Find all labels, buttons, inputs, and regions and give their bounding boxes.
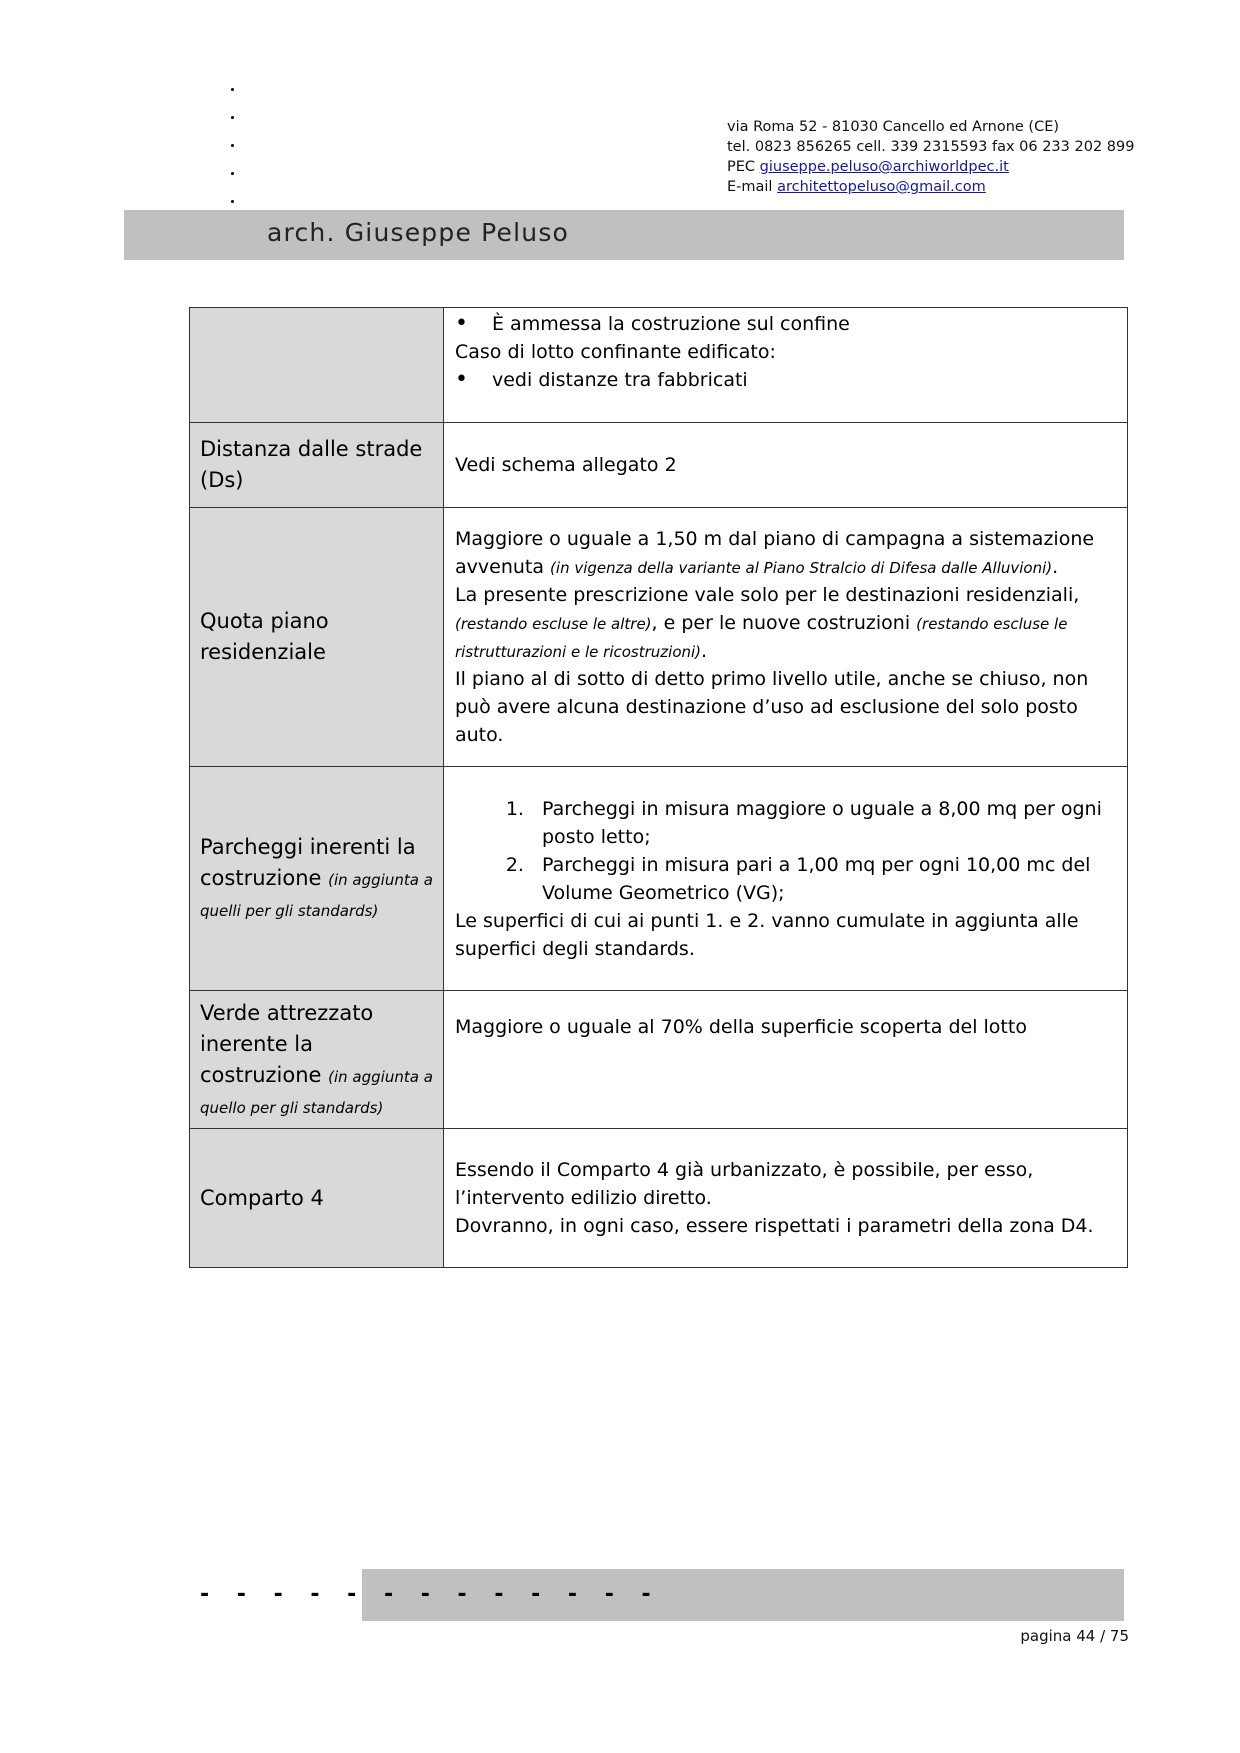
row-label: Comparto 4: [190, 1129, 444, 1268]
bullet-list: [455, 310, 1116, 338]
italic-note: (in vigenza della variante al Piano Stralcio di Difesa dalle Alluvioni): [550, 559, 1053, 577]
row-value: Maggiore o uguale al 70% della superficie scoperta del lotto: [444, 991, 1128, 1129]
email-label: E-mail: [727, 179, 773, 195]
row-label: [190, 767, 444, 991]
text-line: Caso di lotto confinante edificato:: [455, 341, 776, 363]
paragraph: Le superfici di cui ai punti 1. e 2. vanno cumulate in aggiunta alle superfici degli standards.: [455, 909, 1079, 960]
paragraph: [455, 525, 1116, 581]
row-value: Vedi schema allegato 2: [444, 423, 1128, 508]
label-note: (in aggiunta a quello per gli standards): [200, 1067, 433, 1117]
row-value: [444, 508, 1128, 767]
table-row: [190, 508, 1128, 767]
table-row: [190, 767, 1128, 991]
table-row: [190, 991, 1128, 1129]
text-run: .: [1052, 556, 1059, 578]
paragraph: [455, 581, 1116, 665]
row-label: Distanza dalle strade (Ds): [190, 423, 444, 508]
table-row: [190, 423, 1128, 508]
italic-note: (restando escluse le altre): [455, 615, 652, 633]
numbered-list: [455, 795, 1116, 907]
row-label: Quota piano residenziale: [190, 508, 444, 767]
row-value: [444, 767, 1128, 991]
text-run: Maggiore o uguale a 1,50 m dal piano di campagna a sistemazione avvenuta: [455, 528, 1095, 578]
paragraph: Essendo il Comparto 4 già urbanizzato, è possibile, per esso, l’intervento edilizio diretto.: [455, 1159, 1034, 1209]
regulation-table: [189, 307, 1128, 1268]
email-link[interactable]: architettopeluso@gmail.com: [777, 179, 986, 195]
page-number: pagina 44 / 75: [1020, 1627, 1129, 1645]
address: via Roma 52 - 81030 Cancello ed Arnone (CE): [727, 119, 1060, 135]
contact-block: [727, 117, 1134, 197]
text-run: La presente prescrizione vale solo per le destinazioni residenziali,: [455, 584, 1080, 606]
italic-note: (restando escluse le ristrutturazioni e le ricostruzioni): [455, 615, 1068, 661]
label-text: Parcheggi inerenti la costruzione: [200, 835, 416, 890]
architect-name: arch. Giuseppe Peluso: [267, 218, 570, 247]
paragraph: Dovranno, in ogni caso, essere rispettati i parametri della zona D4.: [455, 1215, 1094, 1237]
list-item: 1. Parcheggi in misura maggiore o uguale a 8,00 mq per ogni posto letto;: [530, 795, 1116, 851]
table-row: [190, 308, 1128, 423]
email-line: [727, 177, 1134, 197]
phone-line: tel. 0823 856265 cell. 339 2315593 fax 06 233 202 899: [727, 139, 1135, 155]
pec-line: [727, 157, 1134, 177]
list-item: • È ammessa la costruzione sul confine: [455, 310, 1116, 338]
paragraph: Il piano al di sotto di detto primo livello utile, anche se chiuso, non può avere alcuna destinazione d’uso ad esclusione del solo posto auto.: [455, 668, 1089, 746]
bullet-list: [455, 366, 1116, 394]
text-run: .: [701, 640, 708, 662]
row-label: [190, 991, 444, 1129]
row-label-empty: [190, 308, 444, 423]
label-note: (in aggiunta a quelli per gli standards): [200, 871, 433, 920]
pec-link[interactable]: giuseppe.peluso@archiworldpec.it: [759, 159, 1009, 175]
text-run: , e per le nuove costruzioni: [651, 612, 911, 634]
footer-dashes: - - - - - - - - - - - - -: [200, 1582, 661, 1607]
row-value: [444, 1129, 1128, 1268]
pec-label: PEC: [727, 159, 756, 175]
row-value: [444, 308, 1128, 423]
label-text: Verde attrezzato inerente la costruzione: [200, 1000, 374, 1087]
list-item: • vedi distanze tra fabbricati: [455, 366, 1116, 394]
list-item: 2. Parcheggi in misura pari a 1,00 mq per ogni 10,00 mc del Volume Geometrico (VG);: [530, 851, 1116, 907]
table-row: [190, 1129, 1128, 1268]
